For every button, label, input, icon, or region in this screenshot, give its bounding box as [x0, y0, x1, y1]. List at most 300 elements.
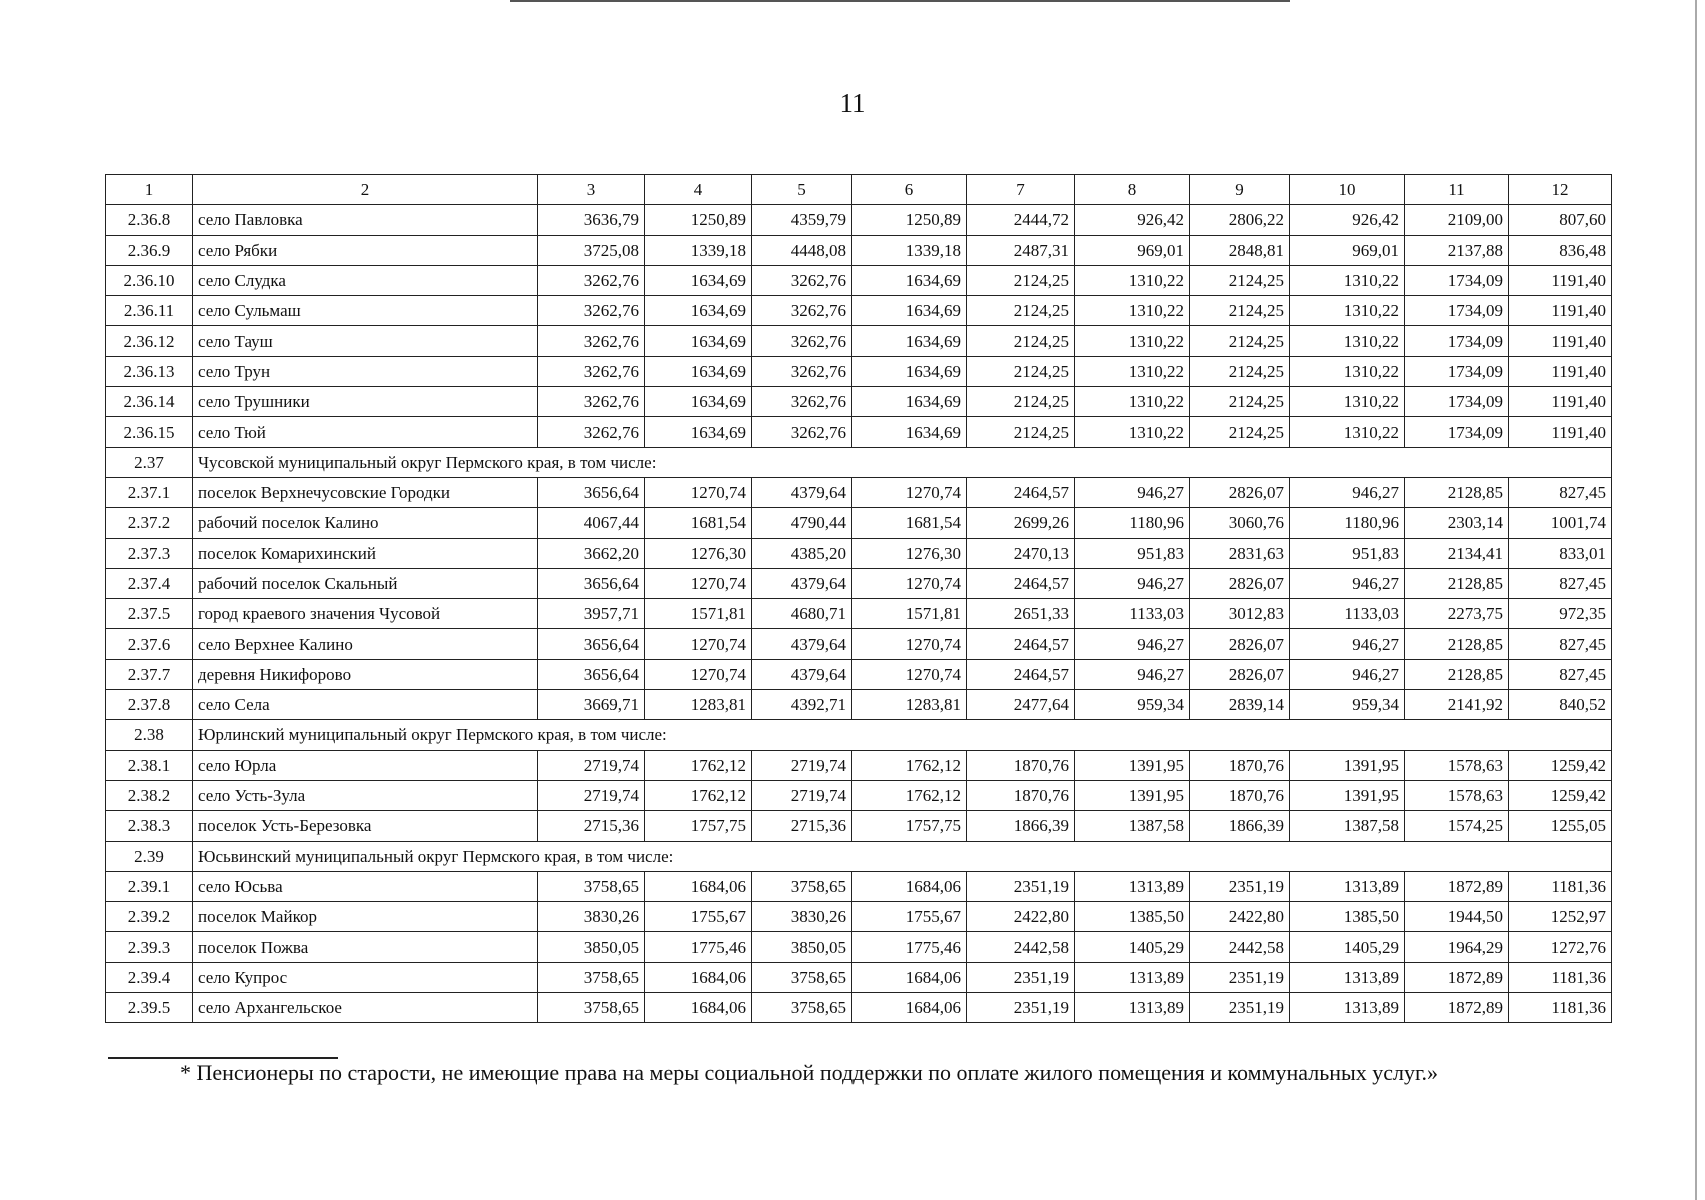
value-cell: 2351,19	[1190, 871, 1290, 901]
value-cell: 1313,89	[1290, 993, 1405, 1023]
value-cell: 2124,25	[1190, 356, 1290, 386]
value-cell: 1775,46	[645, 932, 752, 962]
value-cell: 1272,76	[1509, 932, 1612, 962]
value-cell: 1310,22	[1290, 356, 1405, 386]
value-cell: 1283,81	[852, 690, 967, 720]
settlement-name: рабочий поселок Калино	[193, 508, 538, 538]
value-cell: 1387,58	[1075, 811, 1190, 841]
value-cell: 1944,50	[1405, 902, 1509, 932]
value-cell: 2137,88	[1405, 235, 1509, 265]
value-cell: 4379,64	[752, 568, 852, 598]
value-cell: 1191,40	[1509, 356, 1612, 386]
value-cell: 4359,79	[752, 205, 852, 235]
value-cell: 1191,40	[1509, 326, 1612, 356]
column-header: 6	[852, 175, 967, 205]
value-cell: 969,01	[1290, 235, 1405, 265]
value-cell: 2128,85	[1405, 477, 1509, 507]
table-row	[106, 326, 1612, 356]
value-cell: 1259,42	[1509, 750, 1612, 780]
value-cell: 1310,22	[1075, 356, 1190, 386]
value-cell: 926,42	[1075, 205, 1190, 235]
row-code: 2.37.4	[106, 568, 193, 598]
column-header: 7	[967, 175, 1075, 205]
column-header: 9	[1190, 175, 1290, 205]
value-cell: 1405,29	[1075, 932, 1190, 962]
value-cell: 1270,74	[645, 477, 752, 507]
row-code: 2.36.10	[106, 265, 193, 295]
row-code: 2.36.9	[106, 235, 193, 265]
value-cell: 827,45	[1509, 659, 1612, 689]
value-cell: 2141,92	[1405, 690, 1509, 720]
settlement-name: поселок Верхнечусовские Городки	[193, 477, 538, 507]
value-cell: 2124,25	[967, 387, 1075, 417]
value-cell: 4379,64	[752, 629, 852, 659]
settlement-name: село Трун	[193, 356, 538, 386]
value-cell: 2464,57	[967, 568, 1075, 598]
row-code: 2.36.8	[106, 205, 193, 235]
value-cell: 1734,09	[1405, 326, 1509, 356]
value-cell: 1578,63	[1405, 780, 1509, 810]
row-code: 2.37.5	[106, 599, 193, 629]
value-cell: 1872,89	[1405, 993, 1509, 1023]
table-row	[106, 235, 1612, 265]
value-cell: 2719,74	[538, 750, 645, 780]
group-row	[106, 841, 1612, 871]
value-cell: 1634,69	[852, 387, 967, 417]
settlement-name: село Архангельское	[193, 993, 538, 1023]
group-title: Юсьвинский муниципальный округ Пермского края, в том числе:	[193, 841, 1612, 871]
column-header: 10	[1290, 175, 1405, 205]
value-cell: 1634,69	[852, 265, 967, 295]
value-cell: 972,35	[1509, 599, 1612, 629]
settlement-name: село Усть-Зула	[193, 780, 538, 810]
value-cell: 3656,64	[538, 477, 645, 507]
value-cell: 3262,76	[538, 296, 645, 326]
value-cell: 1180,96	[1290, 508, 1405, 538]
value-cell: 2464,57	[967, 629, 1075, 659]
value-cell: 2826,07	[1190, 477, 1290, 507]
value-cell: 1310,22	[1075, 265, 1190, 295]
table-row	[106, 538, 1612, 568]
value-cell: 1762,12	[852, 750, 967, 780]
value-cell: 3262,76	[752, 417, 852, 447]
row-code: 2.38.2	[106, 780, 193, 810]
value-cell: 1755,67	[852, 902, 967, 932]
value-cell: 2351,19	[1190, 962, 1290, 992]
value-cell: 3262,76	[752, 387, 852, 417]
value-cell: 1574,25	[1405, 811, 1509, 841]
value-cell: 2464,57	[967, 477, 1075, 507]
value-cell: 1872,89	[1405, 871, 1509, 901]
value-cell: 1634,69	[852, 326, 967, 356]
value-cell: 1571,81	[852, 599, 967, 629]
page-edge	[1695, 0, 1697, 1200]
table-row	[106, 356, 1612, 386]
value-cell: 2351,19	[967, 871, 1075, 901]
value-cell: 1270,74	[852, 629, 967, 659]
value-cell: 2719,74	[752, 750, 852, 780]
value-cell: 833,01	[1509, 538, 1612, 568]
value-cell: 3262,76	[752, 356, 852, 386]
value-cell: 2124,25	[967, 417, 1075, 447]
value-cell: 1313,89	[1075, 871, 1190, 901]
value-cell: 1734,09	[1405, 356, 1509, 386]
value-cell: 2128,85	[1405, 629, 1509, 659]
value-cell: 1866,39	[1190, 811, 1290, 841]
value-cell: 2422,80	[1190, 902, 1290, 932]
value-cell: 1634,69	[852, 296, 967, 326]
value-cell: 1391,95	[1075, 750, 1190, 780]
value-cell: 1181,36	[1509, 962, 1612, 992]
value-cell: 827,45	[1509, 629, 1612, 659]
value-cell: 2444,72	[967, 205, 1075, 235]
value-cell: 1684,06	[852, 871, 967, 901]
value-cell: 3262,76	[538, 387, 645, 417]
table-row	[106, 296, 1612, 326]
value-cell: 4379,64	[752, 659, 852, 689]
value-cell: 2826,07	[1190, 568, 1290, 598]
value-cell: 4790,44	[752, 508, 852, 538]
row-code: 2.36.12	[106, 326, 193, 356]
value-cell: 1181,36	[1509, 993, 1612, 1023]
value-cell: 3662,20	[538, 538, 645, 568]
value-cell: 2128,85	[1405, 568, 1509, 598]
value-cell: 1310,22	[1075, 326, 1190, 356]
value-cell: 959,34	[1075, 690, 1190, 720]
value-cell: 3850,05	[752, 932, 852, 962]
settlement-name: село Рябки	[193, 235, 538, 265]
value-cell: 1734,09	[1405, 296, 1509, 326]
value-cell: 1684,06	[645, 993, 752, 1023]
value-cell: 3669,71	[538, 690, 645, 720]
value-cell: 1762,12	[852, 780, 967, 810]
value-cell: 1191,40	[1509, 296, 1612, 326]
value-cell: 3830,26	[752, 902, 852, 932]
value-cell: 2715,36	[538, 811, 645, 841]
value-cell: 1872,89	[1405, 962, 1509, 992]
value-cell: 1001,74	[1509, 508, 1612, 538]
settlement-name: село Тюй	[193, 417, 538, 447]
value-cell: 1684,06	[645, 871, 752, 901]
table-row	[106, 599, 1612, 629]
settlement-name: поселок Пожва	[193, 932, 538, 962]
value-cell: 3850,05	[538, 932, 645, 962]
value-cell: 1405,29	[1290, 932, 1405, 962]
value-cell: 2470,13	[967, 538, 1075, 568]
column-header: 2	[193, 175, 538, 205]
table-body	[106, 175, 1612, 1023]
settlement-name: село Юсьва	[193, 871, 538, 901]
value-cell: 1684,06	[852, 993, 967, 1023]
value-cell: 1634,69	[645, 265, 752, 295]
value-cell: 946,27	[1290, 568, 1405, 598]
value-cell: 3262,76	[538, 417, 645, 447]
table-row	[106, 690, 1612, 720]
value-cell: 1387,58	[1290, 811, 1405, 841]
table-row	[106, 993, 1612, 1023]
value-cell: 2109,00	[1405, 205, 1509, 235]
value-cell: 1270,74	[645, 568, 752, 598]
tariff-table	[105, 174, 1612, 1023]
settlement-name: село Трушники	[193, 387, 538, 417]
value-cell: 2831,63	[1190, 538, 1290, 568]
value-cell: 3262,76	[752, 296, 852, 326]
row-code: 2.36.13	[106, 356, 193, 386]
value-cell: 1339,18	[645, 235, 752, 265]
value-cell: 827,45	[1509, 477, 1612, 507]
value-cell: 2715,36	[752, 811, 852, 841]
value-cell: 1283,81	[645, 690, 752, 720]
row-code: 2.39.3	[106, 932, 193, 962]
table-row	[106, 932, 1612, 962]
row-code: 2.36.11	[106, 296, 193, 326]
value-cell: 1870,76	[1190, 780, 1290, 810]
value-cell: 2273,75	[1405, 599, 1509, 629]
row-code: 2.37.1	[106, 477, 193, 507]
value-cell: 1964,29	[1405, 932, 1509, 962]
row-code: 2.39.1	[106, 871, 193, 901]
header-row	[106, 175, 1612, 205]
row-code: 2.38.1	[106, 750, 193, 780]
value-cell: 2124,25	[1190, 326, 1290, 356]
value-cell: 1578,63	[1405, 750, 1509, 780]
footnote-rule	[108, 1057, 338, 1059]
value-cell: 1310,22	[1290, 387, 1405, 417]
value-cell: 1191,40	[1509, 417, 1612, 447]
group-title: Юрлинский муниципальный округ Пермского края, в том числе:	[193, 720, 1612, 750]
value-cell: 4392,71	[752, 690, 852, 720]
value-cell: 4067,44	[538, 508, 645, 538]
column-header: 5	[752, 175, 852, 205]
value-cell: 1191,40	[1509, 387, 1612, 417]
value-cell: 3758,65	[752, 871, 852, 901]
settlement-name: поселок Комарихинский	[193, 538, 538, 568]
footnote: * Пенсионеры по старости, не имеющие права на меры социальной поддержки по оплате жилого помещения и коммунальных услуг.»	[180, 1060, 1439, 1085]
value-cell: 2351,19	[1190, 993, 1290, 1023]
table-row	[106, 508, 1612, 538]
settlement-name: село Купрос	[193, 962, 538, 992]
value-cell: 946,27	[1290, 659, 1405, 689]
value-cell: 2351,19	[967, 993, 1075, 1023]
value-cell: 1276,30	[852, 538, 967, 568]
value-cell: 1634,69	[645, 387, 752, 417]
value-cell: 951,83	[1075, 538, 1190, 568]
column-header: 8	[1075, 175, 1190, 205]
row-code: 2.37.7	[106, 659, 193, 689]
table-row	[106, 962, 1612, 992]
value-cell: 2464,57	[967, 659, 1075, 689]
value-cell: 1310,22	[1290, 296, 1405, 326]
table-row	[106, 750, 1612, 780]
value-cell: 2699,26	[967, 508, 1075, 538]
value-cell: 946,27	[1290, 477, 1405, 507]
value-cell: 1385,50	[1290, 902, 1405, 932]
value-cell: 1757,75	[645, 811, 752, 841]
table-row	[106, 780, 1612, 810]
value-cell: 1270,74	[852, 568, 967, 598]
value-cell: 3957,71	[538, 599, 645, 629]
row-code: 2.39.2	[106, 902, 193, 932]
value-cell: 1180,96	[1075, 508, 1190, 538]
settlement-name: село Села	[193, 690, 538, 720]
value-cell: 3262,76	[752, 326, 852, 356]
value-cell: 3262,76	[538, 326, 645, 356]
row-code: 2.36.15	[106, 417, 193, 447]
value-cell: 807,60	[1509, 205, 1612, 235]
value-cell: 3262,76	[752, 265, 852, 295]
column-header: 12	[1509, 175, 1612, 205]
settlement-name: село Сульмаш	[193, 296, 538, 326]
value-cell: 2826,07	[1190, 629, 1290, 659]
value-cell: 3262,76	[538, 356, 645, 386]
value-cell: 1270,74	[852, 659, 967, 689]
table-row	[106, 902, 1612, 932]
column-header: 1	[106, 175, 193, 205]
value-cell: 2839,14	[1190, 690, 1290, 720]
value-cell: 1634,69	[645, 417, 752, 447]
value-cell: 1734,09	[1405, 387, 1509, 417]
value-cell: 2848,81	[1190, 235, 1290, 265]
value-cell: 840,52	[1509, 690, 1612, 720]
settlement-name: поселок Усть-Березовка	[193, 811, 538, 841]
row-code: 2.37	[106, 447, 193, 477]
value-cell: 1313,89	[1075, 993, 1190, 1023]
group-title: Чусовской муниципальный округ Пермского края, в том числе:	[193, 447, 1612, 477]
value-cell: 1313,89	[1290, 962, 1405, 992]
value-cell: 2124,25	[967, 296, 1075, 326]
value-cell: 3262,76	[538, 265, 645, 295]
value-cell: 2303,14	[1405, 508, 1509, 538]
column-header: 11	[1405, 175, 1509, 205]
value-cell: 1866,39	[967, 811, 1075, 841]
value-cell: 1313,89	[1075, 962, 1190, 992]
value-cell: 2477,64	[967, 690, 1075, 720]
value-cell: 1276,30	[645, 538, 752, 568]
table-row	[106, 387, 1612, 417]
value-cell: 1634,69	[645, 326, 752, 356]
row-code: 2.37.6	[106, 629, 193, 659]
value-cell: 3656,64	[538, 659, 645, 689]
value-cell: 4379,64	[752, 477, 852, 507]
table-row	[106, 871, 1612, 901]
value-cell: 946,27	[1075, 568, 1190, 598]
settlement-name: село Тауш	[193, 326, 538, 356]
value-cell: 1310,22	[1075, 387, 1190, 417]
value-cell: 3830,26	[538, 902, 645, 932]
value-cell: 2442,58	[1190, 932, 1290, 962]
group-row	[106, 447, 1612, 477]
settlement-name: село Юрла	[193, 750, 538, 780]
value-cell: 1310,22	[1290, 417, 1405, 447]
value-cell: 1762,12	[645, 780, 752, 810]
value-cell: 1684,06	[645, 962, 752, 992]
value-cell: 1634,69	[852, 417, 967, 447]
value-cell: 827,45	[1509, 568, 1612, 598]
value-cell: 1133,03	[1290, 599, 1405, 629]
row-code: 2.37.8	[106, 690, 193, 720]
value-cell: 1870,76	[1190, 750, 1290, 780]
value-cell: 1250,89	[645, 205, 752, 235]
row-code: 2.38	[106, 720, 193, 750]
value-cell: 1270,74	[645, 659, 752, 689]
value-cell: 1870,76	[967, 750, 1075, 780]
value-cell: 2806,22	[1190, 205, 1290, 235]
value-cell: 2719,74	[752, 780, 852, 810]
page-number: 11	[839, 88, 866, 118]
value-cell: 2651,33	[967, 599, 1075, 629]
value-cell: 1634,69	[645, 356, 752, 386]
row-code: 2.37.2	[106, 508, 193, 538]
value-cell: 2351,19	[967, 962, 1075, 992]
value-cell: 946,27	[1075, 629, 1190, 659]
value-cell: 2124,25	[1190, 387, 1290, 417]
value-cell: 3060,76	[1190, 508, 1290, 538]
value-cell: 2442,58	[967, 932, 1075, 962]
value-cell: 1250,89	[852, 205, 967, 235]
value-cell: 2124,25	[1190, 417, 1290, 447]
value-cell: 2128,85	[1405, 659, 1509, 689]
value-cell: 946,27	[1075, 477, 1190, 507]
value-cell: 1252,97	[1509, 902, 1612, 932]
value-cell: 1755,67	[645, 902, 752, 932]
row-code: 2.39.4	[106, 962, 193, 992]
value-cell: 959,34	[1290, 690, 1405, 720]
value-cell: 1259,42	[1509, 780, 1612, 810]
column-header: 3	[538, 175, 645, 205]
value-cell: 3758,65	[538, 871, 645, 901]
value-cell: 3758,65	[752, 962, 852, 992]
value-cell: 1385,50	[1075, 902, 1190, 932]
table-row	[106, 811, 1612, 841]
value-cell: 1762,12	[645, 750, 752, 780]
value-cell: 1681,54	[852, 508, 967, 538]
value-cell: 4448,08	[752, 235, 852, 265]
value-cell: 1270,74	[645, 629, 752, 659]
value-cell: 2124,25	[967, 326, 1075, 356]
value-cell: 1870,76	[967, 780, 1075, 810]
value-cell: 1634,69	[852, 356, 967, 386]
table-row	[106, 568, 1612, 598]
settlement-name: рабочий поселок Скальный	[193, 568, 538, 598]
settlement-name: село Павловка	[193, 205, 538, 235]
value-cell: 1775,46	[852, 932, 967, 962]
settlement-name: поселок Майкор	[193, 902, 538, 932]
value-cell: 1181,36	[1509, 871, 1612, 901]
value-cell: 946,27	[1075, 659, 1190, 689]
value-cell: 3012,83	[1190, 599, 1290, 629]
value-cell: 1133,03	[1075, 599, 1190, 629]
value-cell: 1684,06	[852, 962, 967, 992]
table-row	[106, 659, 1612, 689]
value-cell: 1681,54	[645, 508, 752, 538]
table-row	[106, 417, 1612, 447]
value-cell: 2124,25	[1190, 265, 1290, 295]
value-cell: 3656,64	[538, 629, 645, 659]
value-cell: 926,42	[1290, 205, 1405, 235]
value-cell: 1310,22	[1075, 296, 1190, 326]
row-code: 2.38.3	[106, 811, 193, 841]
value-cell: 836,48	[1509, 235, 1612, 265]
table-row	[106, 265, 1612, 295]
value-cell: 3758,65	[538, 993, 645, 1023]
value-cell: 1757,75	[852, 811, 967, 841]
value-cell: 2124,25	[1190, 296, 1290, 326]
value-cell: 2124,25	[967, 265, 1075, 295]
value-cell: 3725,08	[538, 235, 645, 265]
value-cell: 3636,79	[538, 205, 645, 235]
value-cell: 1191,40	[1509, 265, 1612, 295]
row-code: 2.37.3	[106, 538, 193, 568]
